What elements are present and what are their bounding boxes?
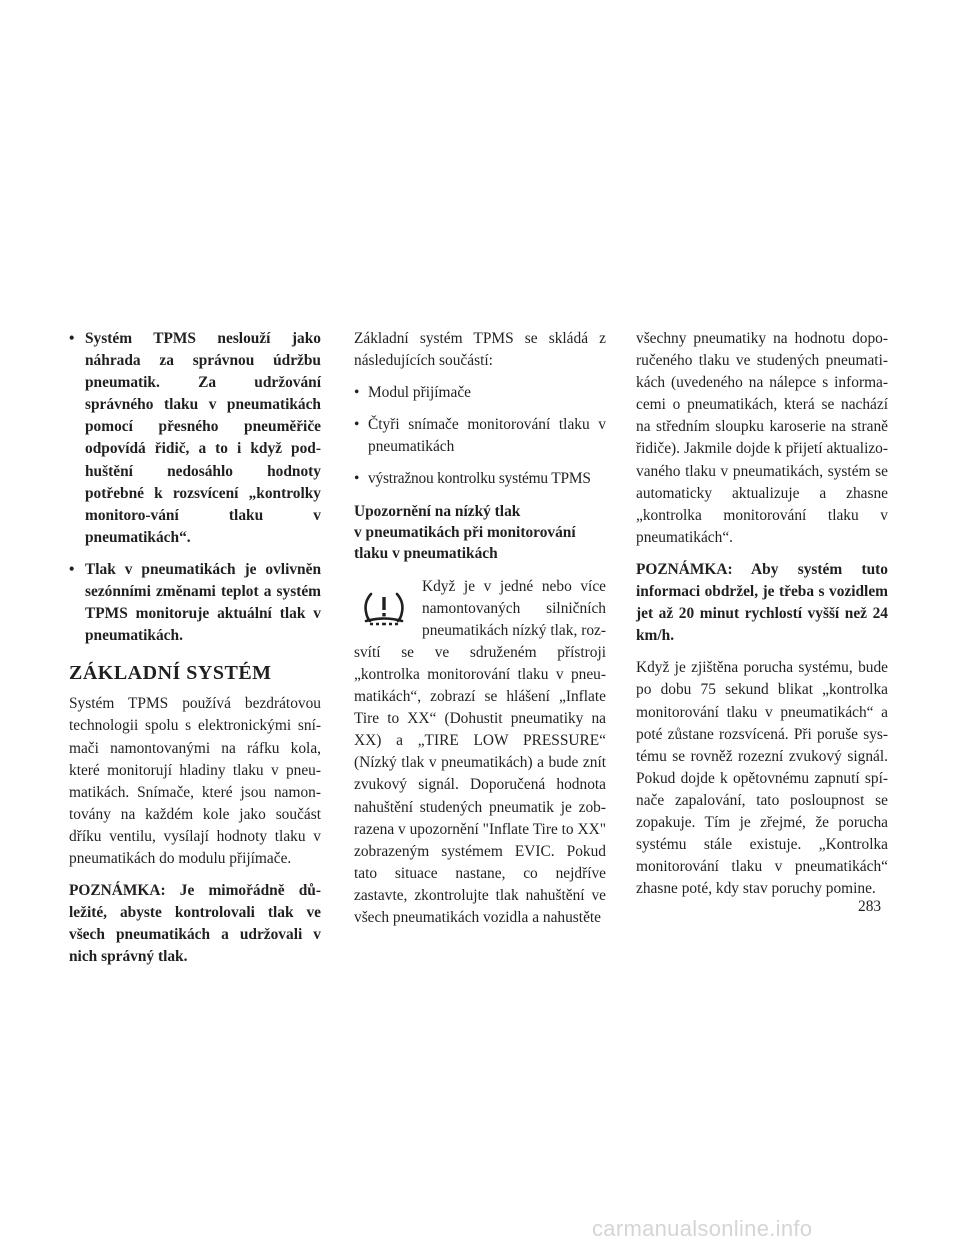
paragraph-system-fault: Když je zjištěna porucha systému, bude po dobu 75 sekund blikat „kontrolka monitorování tlaku v pneumatikách“ a poté zůstane rozsvícená. Při poruše sys-tému se rovněž rozezní zvukový signál. Pokud dojde k opětovnému zapnutí spí-nače zapalování, tato posloupnost se zopakuje. Tím je zřejmé, že porucha systému stále existuje. „Kontrolka monitorování tlaku v pneumatikách“ zhasne poté, kdy stav poruchy pomine.	[636, 659, 888, 898]
watermark-text: carmanualsonline.info	[592, 1216, 813, 1241]
column-middle	[354, 328, 606, 939]
icon-paragraph-block	[354, 576, 606, 930]
paragraph-inflate-tires: všechny pneumatiky na hodnotu dopo-ručeného tlaku ve studených pneumati-kách (uvedeného na nálepce s informa-cemi o pneumatikách, která se nachází na středním sloupku karoserie na straně řidiče). Jakmile dojde k přijetí aktualizo-vaného tlaku v pneumatikách, systém se automaticky aktualizuje a zhasne „kontrolka monitorování tlaku v pneumatikách“.	[636, 330, 888, 546]
column-right	[636, 328, 888, 910]
list-item-receiver-module	[354, 382, 606, 404]
subheading-line: tlaku v pneumatikách	[354, 544, 498, 562]
list-item-text: Čtyři snímače monitorování tlaku v pneumatikách	[368, 416, 606, 456]
note-paragraph: POZNÁMKA: Aby systém tuto informaci obdržel, je třeba s vozidlem jet až 20 minut rychlostí vyšší než 24 km/h.	[636, 560, 888, 645]
list-item-text: Modul přijímače	[368, 384, 472, 402]
paragraph-low-pressure-warning: Když je v jedné nebo více namontovaných silničních pneumatikách nízký tlak, roz-svítí se ve sdruženém přístroji „kontrolka monitorování tlaku v pneu-matikách“, zobrazí se hlášení „Inflate Tire to XX“ (Dohustit pneumatiky na XX) a „TIRE LOW PRESSURE“ (Nízký tlak v pneumatikách) a bude znít zvukový signál. Doporučená hodnota nahuštění studených pneumatik je zob-razena v upozornění "Inflate Tire to XX" zobrazeným systémem EVIC. Pokud tato situace nastane, co nejdříve zastavte, zkontrolujte tlak nahuštění ve všech pneumatikách vozidla a nahustěte	[354, 577, 606, 926]
note-paragraph: POZNÁMKA: Je mimořádně dů-ležité, abyste kontrolovali tlak ve všech pneumatikách a udržovali v nich správný tlak.	[69, 882, 321, 966]
bullet-marker: •	[354, 416, 360, 434]
list-item-four-sensors	[354, 414, 606, 458]
subheading-line: v pneumatikách při monitorování	[354, 523, 576, 541]
list-item-text: výstražnou kontrolku systému TPMS	[368, 470, 591, 488]
bullet-item-seasonal-pressure	[69, 559, 321, 647]
paragraph-basic-system: Systém TPMS používá bezdrátovou technologii spolu s elektronickými sní-mači namontovanými na ráfku kola, které monitorují hladiny tlaku v pneu-matikách. Snímače, které jsou namon-továny na každém kole jako součást dříku ventilu, vysílají hodnoty tlaku v pneumatikách do modulu přijímače.	[69, 695, 321, 867]
bullet-marker: •	[69, 330, 75, 347]
column-left	[69, 328, 321, 978]
bullet-item-tpms-not-substitute	[69, 328, 321, 549]
section-heading: ZÁKLADNÍ SYSTÉM	[69, 662, 272, 685]
bullet-text: Tlak v pneumatikách je ovlivněn sezónními změnami teplot a systém TPMS monitoruje aktuální tlak v pneumatikách.	[85, 560, 321, 645]
paragraph-components-intro: Základní systém TPMS se skládá z následujících součástí:	[354, 330, 606, 370]
bullet-marker: •	[354, 384, 360, 402]
subheading-line: Upozornění na nízký tlak	[354, 502, 521, 520]
subsection-heading	[354, 501, 606, 564]
tpms-warning-icon-graphic	[361, 588, 407, 628]
list-item-warning-light	[354, 468, 606, 490]
tpms-warning-icon	[354, 580, 414, 636]
bullet-marker: •	[354, 470, 360, 488]
bullet-text: Systém TPMS neslouží jako náhrada za správnou údržbu pneumatik. Za udržování správného tlaku v pneumatikách pomocí přesného pneuměřiče odpovídá řidič, a to i když pod-huštění nedosáhlo hodnoty potřebné k rozsvícení „kontrolky monitoro-vání tlaku v pneumatikách“.	[85, 330, 321, 546]
page-number: 283	[858, 898, 882, 915]
bullet-marker: •	[69, 560, 75, 578]
